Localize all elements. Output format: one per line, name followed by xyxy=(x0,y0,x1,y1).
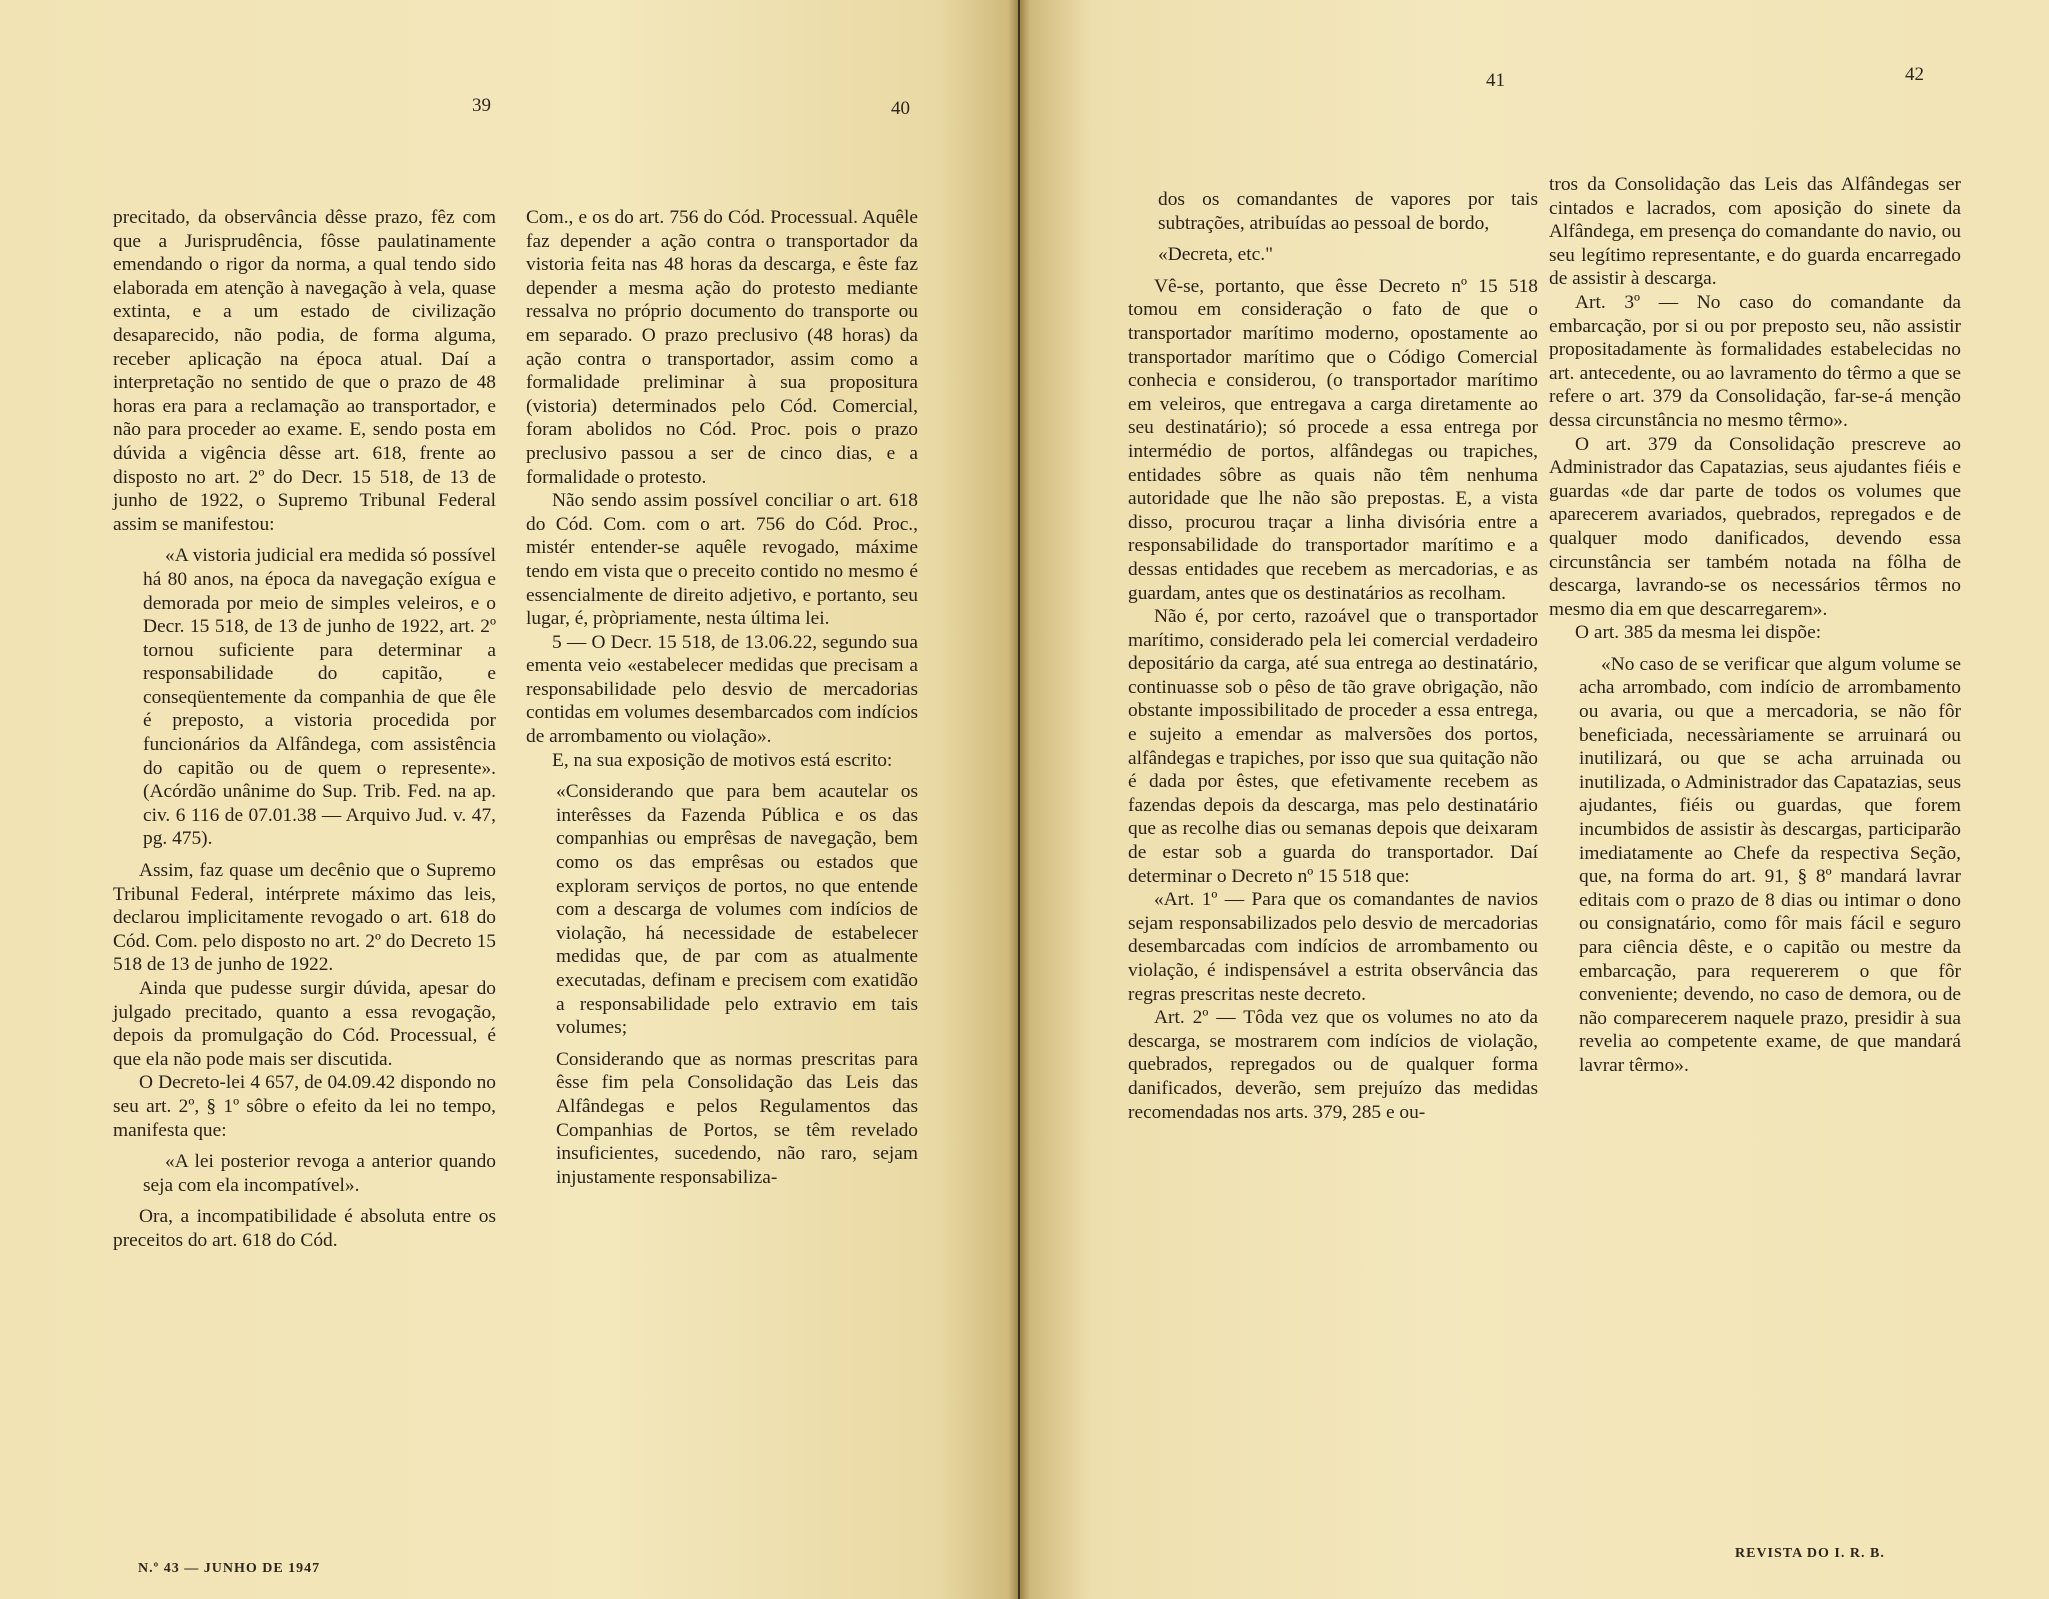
right-leaf xyxy=(1020,0,2049,1599)
book-gutter xyxy=(1008,0,1030,1599)
paragraph: Com., e os do art. 756 do Cód. Processual. Aquêle faz depender a ação contra o transportador da vistoria feita nas 48 horas da descarga, e êste faz depender a mesma ação do protesto mediante ressalva no próprio documento do transporte ou em separado. O prazo preclusivo (48 horas) da ação contra o transportador, assim como a formalidade preliminar à sua propositura (vistoria) determinados pelo Cód. Comercial, foram abolidos no Cód. Proc. pois o prazo preclusivo passou a ser de cinco dias, e a formalidade o protesto. xyxy=(526,207,918,488)
column-page-39 xyxy=(113,206,496,1253)
footer-issue: N.º 43 — JUNHO DE 1947 xyxy=(138,1561,321,1576)
column-page-40 xyxy=(526,206,918,1197)
paragraph: E, na sua exposição de motivos está escrito: xyxy=(552,749,893,771)
paragraph: O art. 379 da Consolidação prescreve ao Administrador das Capatazias, seus ajudantes fiéis e guardas «de dar parte de todos os volumes que aparecerem avariados, quebrados, repregados e de qualquer modo danificados, devendo essa circunstância ser também notada na fôlha de descarga, lavrando-se os necessários têrmos no mesmo dia em que descarregarem». xyxy=(1549,433,1961,620)
page-number-39: 39 xyxy=(472,95,491,116)
column-page-41 xyxy=(1128,180,1538,1124)
paragraph: Considerando que as normas prescritas para êsse fim pela Consolidação das Leis das Alfândegas e pelos Regulamentos das Companhias de Portos, se têm revelado insuficientes, sucedendo, não raro, sejam injustamente responsabiliza- xyxy=(556,1048,918,1188)
paragraph: «A lei posterior revoga a anterior quando seja com ela incompatível». xyxy=(143,1151,496,1196)
paragraph: Art. 3º — No caso do comandante da embarcação, por si ou por preposto seu, não assistir propositadamente às formalidades estabelecidas no art. antecedente, ou ao lavramento do têrmo a que se refere o art. 379 da Consolidação, far-se-á menção dessa circunstância no mesmo têrmo». xyxy=(1549,291,1961,431)
page-number-42: 42 xyxy=(1905,64,1924,85)
paragraph: tros da Consolidação das Leis das Alfândegas ser cintados e lacrados, com aposição do sinete da Alfândega, em presença do comandante do navio, ou seu legítimo representante, e do guarda encarregado de assistir à descarga. xyxy=(1549,174,1961,290)
column-page-42 xyxy=(1549,173,1961,1086)
paragraph: O art. 385 da mesma lei dispõe: xyxy=(1575,622,1822,644)
paragraph: O Decreto-lei 4 657, de 04.09.42 dispondo no seu art. 2º, § 1º sôbre o efeito da lei no tempo, manifesta que: xyxy=(113,1072,496,1141)
paragraph: 5 — O Decr. 15 518, de 13.06.22, segundo sua ementa veio «estabelecer medidas que precisam a responsabilidade pelo desvio de mercadorias contidas em volumes desembarcados com indícios de arrombamento ou violação». xyxy=(526,631,918,748)
paragraph: «Art. 1º — Para que os comandantes de navios sejam responsabilizados pelo desvio de mercadorias desembarcadas com indícios de arrombamento ou violação, é indispensável a estrita observância das regras prescritas neste decreto. xyxy=(1128,889,1538,1005)
paragraph: Ora, a incompatibilidade é absoluta entre os preceitos do art. 618 do Cód. xyxy=(113,1206,496,1251)
paragraph: «A vistoria judicial era medida só possível há 80 anos, na época da navegação exígua e demorada por meio de simples veleiros, e o Decr. 15 518, de 13 de junho de 1922, art. 2º tornou suficiente para determinar a responsabilidade do capitão, e conseqüentemente da companhia de que êle é preposto, a vistoria procedida por funcionários da Alfândega, com assistência do capitão ou de quem o represente». (Acórdão unânime do Sup. Trib. Fed. na ap. civ. 6 116 de 07.01.38 — Arquivo Jud. v. 47, pg. 475). xyxy=(143,545,496,850)
paragraph: Não sendo assim possível conciliar o art. 618 do Cód. Com. com o art. 756 do Cód. Proc., mistér entender-se aquêle revogado, máxime tendo em vista que o preceito contido no mesmo é essencialmente de direito adjetivo, e portanto, seu lugar, é, pròpriamente, nesta última lei. xyxy=(526,490,918,630)
left-leaf xyxy=(0,0,1018,1599)
paragraph: «Considerando que para bem acautelar os interêsses da Fazenda Pública e os das companhias ou emprêsas de navegação, bem como os das emprêsas ou estados que exploram serviços de portos, no que entende com a descarga de volumes com indícios de violação, há necessidade de estabelecer medidas que, de par com as atualmente executadas, definam e precisem com exatidão a responsabilidade pelo extravio em tais volumes; xyxy=(556,781,918,1039)
page-number-41: 41 xyxy=(1486,70,1505,91)
paragraph: «No caso de se verificar que algum volume se acha arrombado, com indício de arrombamento ou avaria, ou que a mercadoria, se não fôr beneficiada, necessàriamente se arruinará ou inutilizará, ou que se acha arruinada ou inutilizada, o Administrador das Capatazias, seus ajudantes, fiéis ou guardas, que forem incumbidos de assistir às descargas, participarão imediatamente ao Chefe da respectiva Seção, que, na forma do art. 91, § 8º mandará lavrar editais com o prazo de 8 dias ou intimar o dono ou consignatário, como fôr mais fácil e seguro para ciência dêste, e o capitão ou mestre da embarcação, para requererem o que fôr conveniente; devendo, no caso de demora, ou de não comparecerem naquele prazo, presidir à sua revelia ao competente exame, de que mandará lavrar têrmo». xyxy=(1579,653,1961,1076)
paragraph: dos os comandantes de vapores por tais subtrações, atribuídas ao pessoal de bordo, xyxy=(1158,189,1538,234)
paragraph: Vê-se, portanto, que êsse Decreto nº 15 518 tomou em consideração o fato de que o transportador marítimo moderno, opostamente ao transportador marítimo que o Código Comercial conhecia e considerou, (o transportador marítimo em veleiros, que entregava a carga diretamente ao seu destinatário); só procede a essa entrega por intermédio de portos, alfândegas ou trapiches, entidades sôbre as quais não têm nenhuma autoridade que lhe não são prepostas. E, a vista disso, procurou traçar a linha divisória entre a responsabilidade do transportador marítimo e a dessas entidades que recebem as mercadorias, e as guardam, antes que os destinatários as recolham. xyxy=(1128,275,1538,604)
paragraph: Assim, faz quase um decênio que o Supremo Tribunal Federal, intérprete máximo das leis, declarou implicitamente revogado o art. 618 do Cód. Com. pelo disposto no art. 2º do Decreto 15 518 de 13 de junho de 1922. xyxy=(113,860,496,976)
paragraph: precitado, da observância dêsse prazo, fêz com que a Jurisprudência, fôsse paulatinamente emendando o rigor da norma, a qual tendo sido elaborada em atenção à navegação à vela, quase extinta, e a um estado de civilização desaparecido, não podia, de forma alguma, receber aplicação na época atual. Daí a interpretação no sentido de que o prazo de 48 horas era para a reclamação ao transportador, e não para proceder ao exame. E, sendo posta em dúvida a vigência dêsse art. 618, frente ao disposto no art. 2º do Decr. 15 518, de 13 de junho de 1922, o Supremo Tribunal Federal assim se manifestou: xyxy=(113,207,496,535)
paragraph: «Decreta, etc." xyxy=(1158,244,1274,266)
page-number-40: 40 xyxy=(891,98,910,119)
paragraph: Não é, por certo, razoável que o transportador marítimo, considerado pela lei comercial verdadeiro depositário da carga, até sua entrega ao destinatário, continuasse sob o pêso de tão grave obrigação, não obstante impossibilitado de proceder a essa entrega, e sujeito a emendar as malversões dos portos, alfândegas e trapiches, por isso que sua quitação não é dada por êstes, que efetivamente recebem as fazendas depois da descarga, mas pelo destinatário que as recolhe dias ou semanas depois que deixaram de estar sob a guarda do transportador. Daí determinar o Decreto nº 15 518 que: xyxy=(1128,606,1538,887)
footer-journal: REVISTA DO I. R. B. xyxy=(1735,1546,1885,1561)
paragraph: Art. 2º — Tôda vez que os volumes no ato da descarga, se mostrarem com indícios de violação, quebrados, repregados ou de qualquer forma danificados, deverão, sem prejuízo das medidas recomendadas nos arts. 379, 285 e ou- xyxy=(1128,1007,1538,1123)
paragraph: Ainda que pudesse surgir dúvida, apesar do julgado precitado, quanto a essa revogação, depois da promulgação do Cód. Processual, é que ela não pode mais ser discutida. xyxy=(113,978,496,1070)
